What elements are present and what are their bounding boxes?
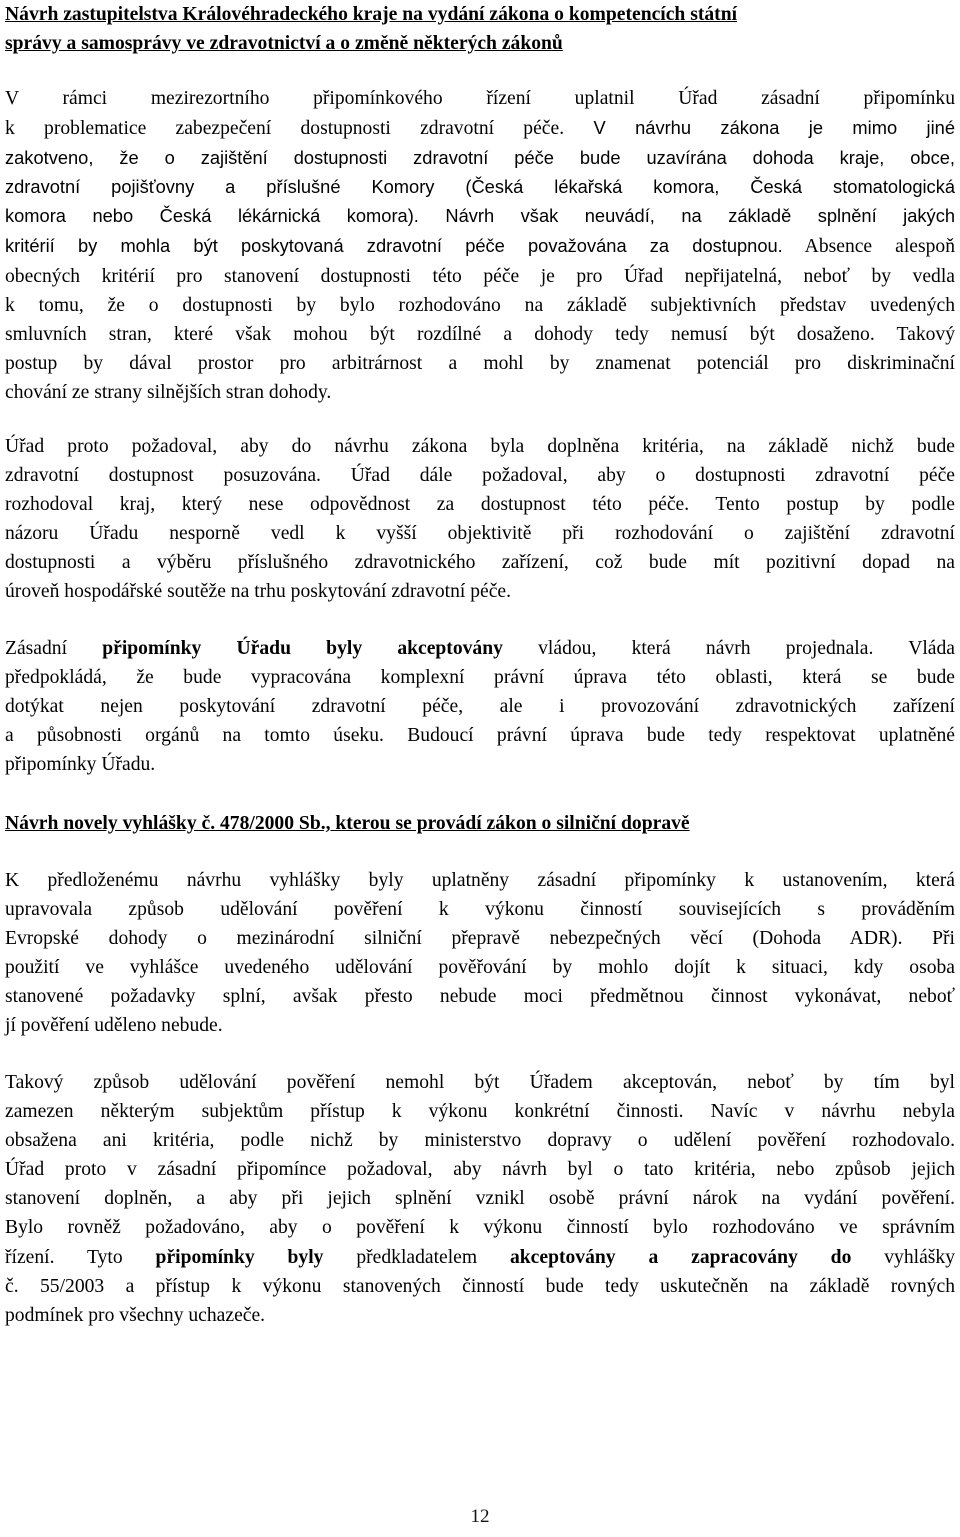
text-line: dostupnosti a výběru příslušného zdravotnického zařízení, což bude mít pozitivní dopad na: [5, 552, 955, 574]
text-run: vyhlášky: [851, 1246, 956, 1268]
paragraph: [5, 84, 955, 407]
text-run: Návrh však neuvádí, na základě splnění jakých: [418, 205, 955, 227]
heading-line: Návrh zastupitelstva Královéhradeckého kraje na vydání zákona o kompetencích státní: [5, 4, 738, 25]
text-run: Úřad dále požadoval, aby o dostupnosti zdravotní péče: [320, 465, 955, 487]
text-run: Evropské dohody o mezinárodní silniční přepravě nebezpečných věcí (Dohoda ADR).: [5, 928, 903, 950]
document-page: [5, 0, 955, 1537]
text-run: vládou, která návrh projednala.: [502, 638, 874, 659]
text-run: komora nebo Česká lékárnická komora).: [5, 205, 419, 227]
text-run: rozhodoval kraj, který nese odpovědnost za dostupnost této péče.: [5, 494, 690, 516]
text-line: podmínek pro všechny uchazeče.: [5, 1304, 266, 1326]
text-line: k tomu, že o dostupnosti by bylo rozhodováno na základě subjektivních představ uvedených: [5, 294, 955, 316]
text-run: k problematice zabezpečení dostupnosti zdravotní péče.: [5, 118, 565, 140]
text-line: Bylo rovněž požadováno, aby o pověření k výkonu činností bylo rozhodováno ve správním: [5, 1217, 955, 1239]
text-line: názoru Úřadu nesporně vedl k vyšší objektivitě při rozhodování o zajištění zdravotní: [5, 523, 955, 545]
text-run: Takový: [874, 323, 956, 345]
page-number: 12: [470, 1506, 490, 1527]
text-line: č. 55/2003 a přístup k výkonu stanovených činností bude tedy uskutečněn na základě rovných: [5, 1275, 955, 1297]
text-run: Absence alespoň: [782, 236, 955, 258]
text-line: jí pověření uděleno nebude.: [5, 1015, 223, 1037]
text-run: zdravotní dostupnost posuzována.: [5, 465, 321, 487]
text-line: obsažena ani kritéria, podle nichž by ministerstvo dopravy o udělení pověření rozhodovalo.: [5, 1130, 955, 1152]
text-line: postup by dával prostor pro arbitrárnost a mohl by znamenat potenciál pro diskriminační: [5, 352, 955, 374]
text-run: řízení. Tyto: [5, 1246, 156, 1268]
text-run: zamezen některým subjektům přístup k výkonu konkrétní činnosti.: [5, 1101, 684, 1123]
text-line: V rámci mezirezortního připomínkového řízení uplatnil Úřad zásadní připomínku: [5, 88, 955, 109]
text-run: Vláda: [873, 638, 955, 659]
paragraph: [5, 866, 955, 1041]
text-line: Úřad proto v zásadní připomínce požadoval, aby návrh byl o tato kritéria, nebo způsob jejich: [5, 1159, 955, 1181]
section-heading-1: [5, 0, 955, 58]
heading-line: Návrh novely vyhlášky č. 478/2000 Sb., kterou se provádí zákon o silniční dopravě: [5, 813, 690, 834]
text-line: chování ze strany silnějších stran dohody.: [5, 381, 332, 403]
text-run: smluvních stran, které však mohou být rozdílné a dohody tedy nemusí být dosaženo.: [5, 323, 875, 345]
text-line: stanovení doplněn, a aby při jejich splnění vznikl osobě právní nárok na vydání pověření.: [5, 1188, 955, 1210]
bold-text-run: akceptovány a zapracovány do: [509, 1246, 852, 1268]
text-line: předpokládá, že bude vypracována komplexní právní úprava této oblasti, která se bude: [5, 667, 955, 689]
text-run: kritérií by mohla být poskytovaná zdravotní péče považována za dostupnou.: [5, 235, 783, 257]
text-line: použití ve vyhlášce uvedeného udělování pověřování by mohlo dojít k situaci, kdy osoba: [5, 957, 955, 979]
text-line: upravovala způsob udělování pověření k výkonu činností souvisejících s prováděním: [5, 899, 955, 921]
text-run: předkladatelem: [323, 1246, 510, 1268]
text-line: stanovené požadavky splní, avšak přesto nebude moci předmětnou činnost vykonávat, neboť: [5, 986, 955, 1008]
text-line: zakotveno, že o zajištění dostupnosti zdravotní péče bude uzavírána dohoda kraje, obce,: [5, 147, 955, 169]
text-line: připomínky Úřadu.: [5, 754, 156, 776]
text-run: Tento postup by podle: [689, 494, 955, 516]
text-line: dotýkat nejen poskytování zdravotní péče, ale i provozování zdravotnických zařízení: [5, 696, 955, 718]
text-line: úroveň hospodářské soutěže na trhu poskytování zdravotní péče.: [5, 581, 512, 603]
paragraph: [5, 432, 955, 607]
paragraph: [5, 1068, 955, 1330]
text-run: Navíc v návrhu nebyla: [683, 1101, 956, 1123]
text-run: a působnosti orgánů na tomto úseku.: [5, 725, 384, 747]
text-line: Úřad proto požadoval, aby do návrhu zákona byla doplněna kritéria, na základě nichž bude: [5, 436, 955, 457]
text-line: Takový způsob udělování pověření nemohl být Úřadem akceptován, neboť by tím byl: [5, 1072, 955, 1093]
bold-text-run: připomínky Úřadu byly akceptovány: [102, 638, 503, 659]
heading-line: správy a samosprávy ve zdravotnictví a o změně některých zákonů: [5, 33, 563, 55]
text-line: obecných kritérií pro stanovení dostupnosti této péče je pro Úřad nepřijatelná, neboť by vedla: [5, 265, 955, 287]
text-run: Budoucí právní úprava bude tedy respektovat uplatněné: [383, 725, 955, 747]
bold-text-run: připomínky byly: [155, 1246, 324, 1268]
text-line: K předloženému návrhu vyhlášky byly uplatněny zásadní připomínky k ustanovením, která: [5, 870, 955, 891]
text-run: Při: [902, 928, 956, 950]
text-line: zdravotní pojišťovny a příslušné Komory (Česká lékařská komora, Česká stomatologická: [5, 176, 955, 198]
paragraph: [5, 634, 955, 779]
section-heading-2: [5, 809, 955, 838]
text-run: V návrhu zákona je mimo jiné: [564, 117, 955, 139]
text-run: Zásadní: [5, 638, 103, 659]
